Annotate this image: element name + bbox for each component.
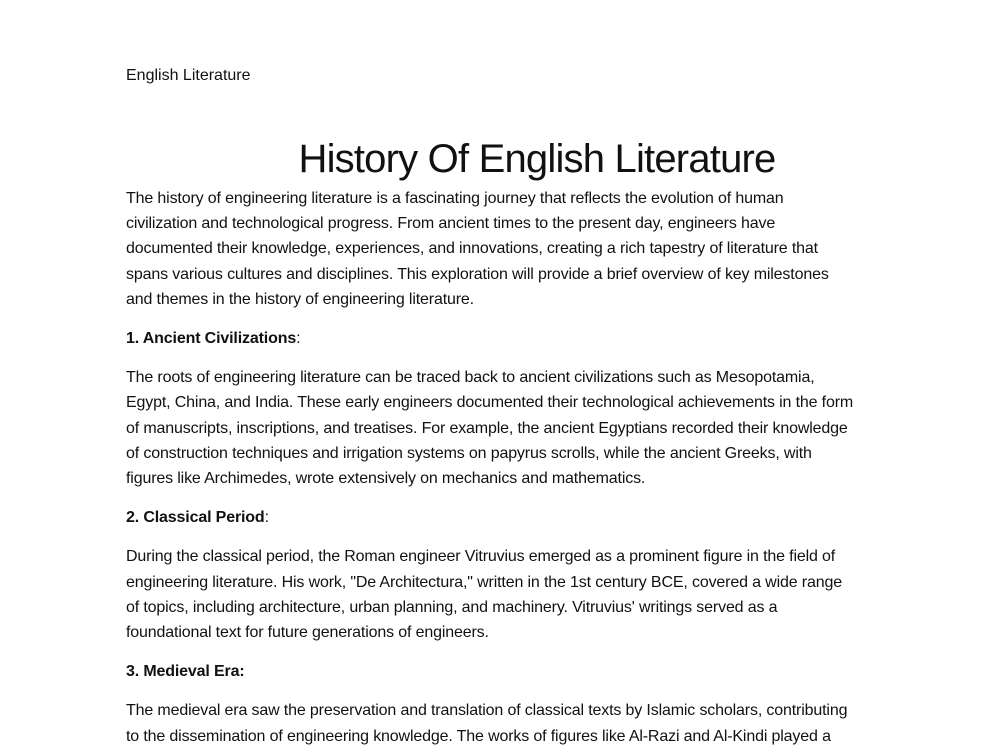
section-line: to the dissemination of engineering knowledge. The works of figures like Al-Razi and Al-Kindi played a bbox=[126, 727, 831, 745]
document-title: History Of English Literature bbox=[298, 137, 776, 181]
intro-line: documented their knowledge, experiences, and innovations, creating a rich tapestry of literature that bbox=[126, 240, 818, 258]
page-header: English Literature bbox=[126, 67, 251, 84]
document-body bbox=[126, 186, 956, 750]
intro-paragraph bbox=[126, 186, 956, 312]
intro-line: The history of engineering literature is a fascinating journey that reflects the evolution of human bbox=[126, 190, 784, 207]
intro-line: spans various cultures and disciplines. This exploration will provide a brief overview of key milestones bbox=[126, 265, 829, 283]
section-line: The roots of engineering literature can be traced back to ancient civilizations such as Mesopotamia, bbox=[126, 369, 815, 387]
section-heading-suffix: : bbox=[296, 330, 301, 348]
section-heading-text: 1. Ancient Civilizations bbox=[126, 330, 297, 348]
section-line: foundational text for future generations of engineers. bbox=[126, 624, 489, 642]
section-line: figures like Archimedes, wrote extensively on mechanics and mathematics. bbox=[126, 470, 646, 488]
section-line: of manuscripts, inscriptions, and treatises. For example, the ancient Egyptians recorded their knowledge bbox=[126, 419, 848, 437]
section-heading-text: 3. Medieval Era: bbox=[126, 663, 245, 681]
section-heading-suffix: : bbox=[264, 509, 269, 527]
section-line: of topics, including architecture, urban planning, and machinery. Vitruvius' writings served as a bbox=[126, 598, 778, 616]
section-line: engineering literature. His work, "De Architectura," written in the 1st century BCE, covered a wide range bbox=[126, 573, 842, 591]
section-heading-text: 2. Classical Period bbox=[126, 509, 265, 527]
section-heading-medieval bbox=[126, 659, 956, 684]
section-line: During the classical period, the Roman engineer Vitruvius emerged as a prominent figure in the field of bbox=[126, 548, 836, 566]
section-line: The medieval era saw the preservation and translation of classical texts by Islamic scholars, contributing bbox=[126, 702, 848, 720]
intro-line: civilization and technological progress. From ancient times to the present day, engineers have bbox=[126, 215, 776, 233]
section-heading-ancient bbox=[126, 326, 956, 351]
section-heading-classical bbox=[126, 505, 956, 530]
section-paragraph-classical bbox=[126, 544, 956, 645]
section-paragraph-ancient bbox=[126, 365, 956, 491]
section-line: Egypt, China, and India. These early engineers documented their technological achievements in the form bbox=[126, 394, 854, 412]
section-line: of construction techniques and irrigation systems on papyrus scrolls, while the ancient Greeks, with bbox=[126, 444, 812, 462]
intro-line: and themes in the history of engineering literature. bbox=[126, 290, 474, 308]
section-paragraph-medieval bbox=[126, 698, 956, 748]
